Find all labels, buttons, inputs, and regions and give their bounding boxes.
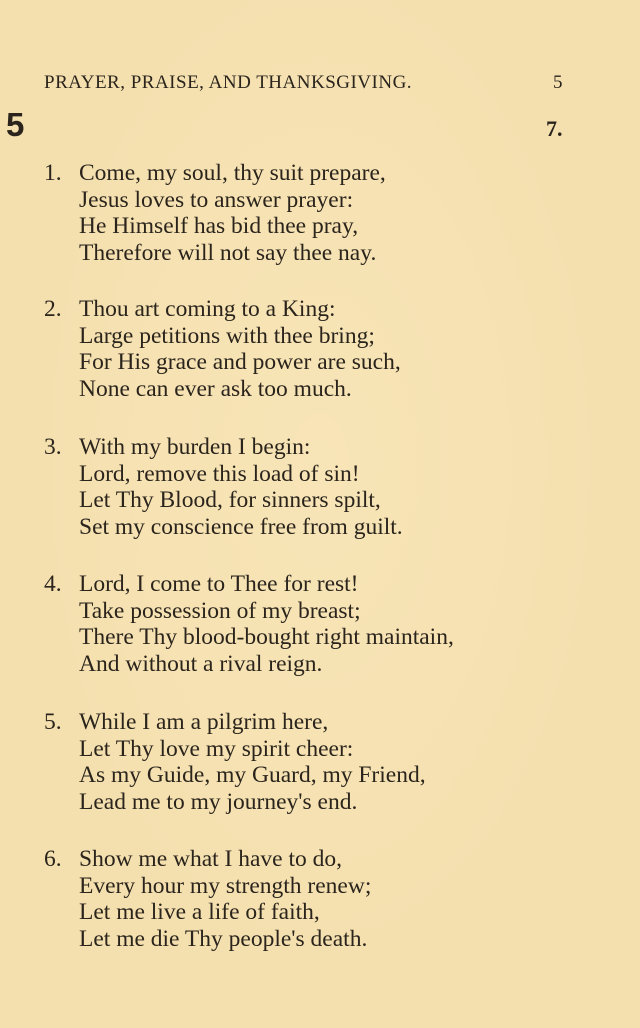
hymn-number: 5 (6, 106, 25, 143)
stanza-line (44, 789, 604, 816)
stanza-line-text: With my burden I begin: (79, 434, 311, 460)
stanza-line-text: As my Guide, my Guard, my Friend, (79, 762, 426, 788)
stanza-line-text: Let me die Thy people's death. (79, 925, 368, 952)
stanza-line-text: Thou art coming to a King: (79, 296, 336, 322)
stanza-line-text: Let Thy Blood, for sinners spilt, (79, 487, 381, 513)
stanza-line (44, 736, 604, 763)
stanza-line-text: Lord, remove this load of sin! (79, 460, 360, 487)
stanza-line (44, 846, 604, 873)
stanza-line-text: Take possession of my breast; (79, 597, 361, 624)
stanza-line (44, 434, 604, 461)
stanza-1 (44, 160, 604, 266)
stanza-6 (44, 846, 604, 952)
stanza-line-text: Let me live a life of faith, (79, 899, 320, 925)
stanza-number: 5. (44, 709, 62, 735)
stanza-line (44, 598, 604, 625)
stanza-line (44, 461, 604, 488)
stanza-number: 1. (44, 160, 62, 186)
stanza-line-text: Lead me to my journey's end. (79, 788, 358, 815)
stanza-line (44, 899, 604, 926)
stanza-line (44, 160, 604, 187)
stanza-number: 3. (44, 434, 62, 460)
stanza-line-text: There Thy blood-bought right maintain, (79, 624, 454, 650)
stanza-line-text: Every hour my strength renew; (79, 872, 372, 899)
stanza-5 (44, 709, 604, 815)
stanza-line-text: Therefore will not say thee nay. (79, 239, 377, 266)
stanza-line (44, 926, 604, 953)
stanza-line (44, 571, 604, 598)
stanza-line (44, 187, 604, 214)
stanza-number: 2. (44, 296, 62, 322)
stanza-line (44, 240, 604, 267)
stanza-number: 4. (44, 571, 62, 597)
stanza-line (44, 487, 604, 514)
stanza-line (44, 349, 604, 376)
stanza-line-text: Let Thy love my spirit cheer: (79, 735, 354, 762)
stanza-line (44, 873, 604, 900)
stanza-line-text: Large petitions with thee bring; (79, 322, 375, 349)
stanza-line-text: And without a rival reign. (79, 650, 323, 677)
stanza-line (44, 323, 604, 350)
stanza-2 (44, 296, 604, 402)
stanza-line-text: Jesus loves to answer prayer: (79, 186, 354, 213)
stanza-line (44, 376, 604, 403)
stanza-line (44, 709, 604, 736)
page-number: 5 (553, 72, 563, 93)
stanza-3 (44, 434, 604, 540)
running-head: PRAYER, PRAISE, AND THANKSGIVING. (44, 72, 413, 93)
stanza-line (44, 296, 604, 323)
stanza-line-text: While I am a pilgrim here, (79, 709, 329, 735)
stanza-line-text: Set my conscience free from guilt. (79, 513, 403, 540)
stanza-line-text: For His grace and power are such, (79, 349, 401, 375)
stanza-number: 6. (44, 846, 62, 872)
next-hymn-number: 7. (546, 116, 563, 141)
stanza-line (44, 762, 604, 789)
stanza-line (44, 514, 604, 541)
stanza-4 (44, 571, 604, 677)
stanza-line-text: None can ever ask too much. (79, 375, 352, 402)
stanza-line-text: He Himself has bid thee pray, (79, 213, 359, 239)
stanza-line (44, 624, 604, 651)
stanza-line-text: Come, my soul, thy suit prepare, (79, 160, 386, 186)
stanza-line-text: Lord, I come to Thee for rest! (79, 571, 359, 597)
stanza-line (44, 213, 604, 240)
stanza-line-text: Show me what I have to do, (79, 846, 343, 872)
stanza-line (44, 651, 604, 678)
